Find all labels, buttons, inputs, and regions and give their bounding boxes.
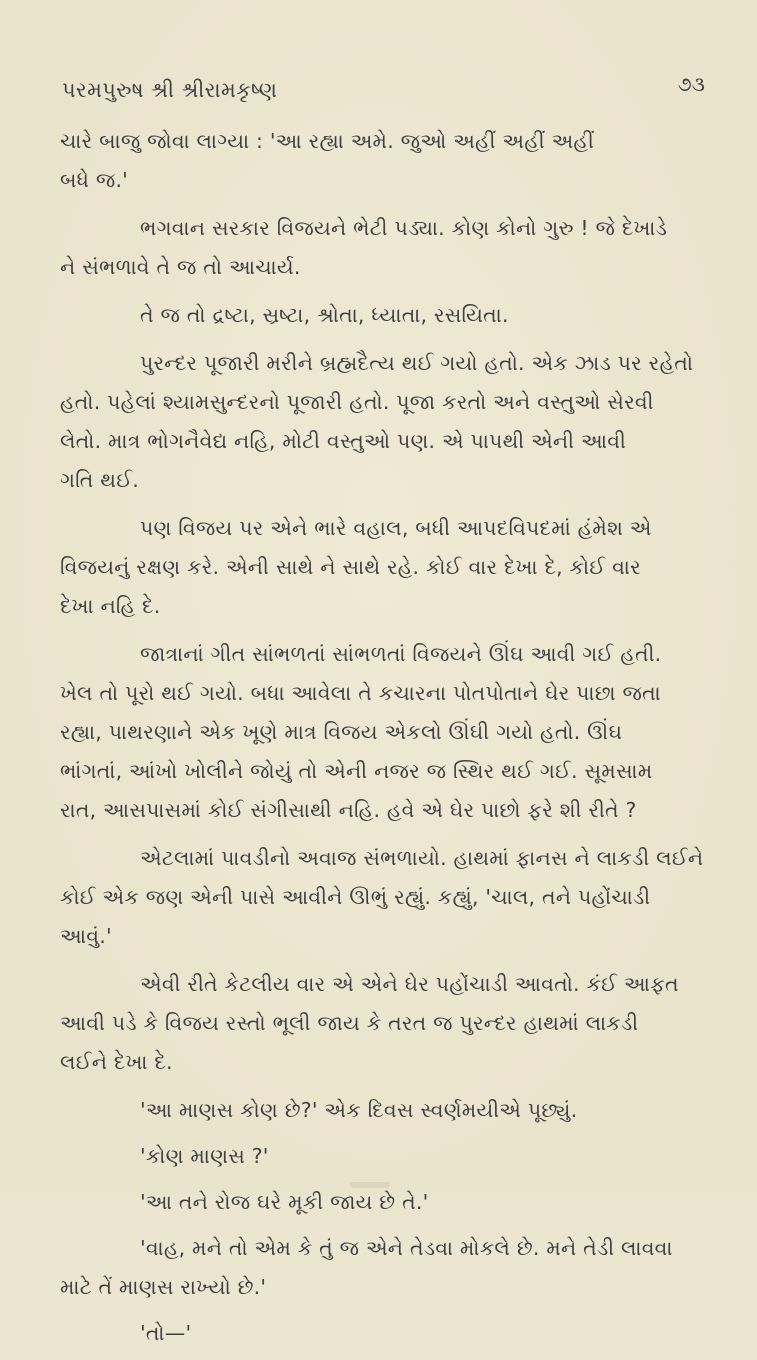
dialogue-line bbox=[60, 1091, 695, 1130]
text-line: ખેલ તો પૂરો થઈ ગયો. બધા આવેલા તે કચારના પોતપોતાને ઘેર પાછા જતા bbox=[60, 681, 661, 705]
paragraph bbox=[60, 839, 704, 956]
text-line: આવી પડે કે વિજય રસ્તો ભૂલી જાય કે તરત જ પુરન્દર હાથમાં લાકડી bbox=[60, 1011, 639, 1035]
text-line: ચારે બાજુ જોવા લાગ્યા : 'આ રહ્યા અમે. જુઓ અહીં અહીં અહીં bbox=[60, 129, 595, 153]
dialogue-line bbox=[60, 1183, 695, 1222]
paragraph bbox=[60, 635, 695, 830]
text-line: વિજયનું રક્ષણ કરે. એની સાથે ને સાથે રહે. કોઈ વાર દેખા દે, કોઈ વાર bbox=[60, 555, 641, 579]
paragraph bbox=[60, 296, 695, 335]
text-line: એટલામાં પાવડીનો અવાજ સંભળાયો. હાથમાં ફાનસ ને લાકડી લઈને bbox=[140, 846, 704, 870]
text-line: જાત્રાનાં ગીત સાંભળતાં સાંભળતાં વિજયને ઊંઘ આવી ગઈ હતી. bbox=[140, 642, 662, 666]
text-line: બધે જ.' bbox=[60, 168, 129, 192]
text-line: લઈને દેખા દે. bbox=[60, 1050, 173, 1074]
running-head: પરમપુરુષ શ્રી શ્રીરામકૃષ્ણ bbox=[62, 78, 278, 102]
dialogue-line bbox=[60, 1314, 695, 1353]
paragraph bbox=[60, 122, 695, 200]
text-line: ગતિ થઈ. bbox=[60, 468, 139, 492]
text-line: 'આ માણસ કોણ છે?' એક દિવસ સ્વર્ણમયીએ પૂછ્યું. bbox=[140, 1098, 578, 1122]
dialogue-line bbox=[60, 1137, 695, 1176]
dialogue-line bbox=[60, 1229, 695, 1307]
text-line: 'આ તને રોજ ઘરે મૂકી જાય છે તે.' bbox=[140, 1190, 429, 1214]
page-header bbox=[62, 72, 705, 118]
paper-smudge bbox=[350, 1182, 390, 1188]
text-line: દેખા નહિ દે. bbox=[60, 594, 161, 618]
paragraph bbox=[60, 509, 695, 626]
text-line: તે જ તો દ્રષ્ટા, સ્રષ્ટા, શ્રોતા, ધ્યાતા, રસયિતા. bbox=[140, 303, 509, 327]
text-line: હતો. પહેલાં શ્યામસુન્દરનો પૂજારી હતો. પૂજા કરતો અને વસ્તુઓ સેરવી bbox=[60, 390, 654, 414]
text-line: ભગવાન સરકાર વિજયને ભેટી પડ્યા. કોણ કોનો ગુરુ ! જે દેખાડે bbox=[140, 216, 668, 240]
paragraph bbox=[60, 965, 695, 1082]
text-line: 'તો—' bbox=[140, 1321, 192, 1345]
text-line: ને સંભળાવે તે જ તો આચાર્ય. bbox=[60, 255, 301, 279]
text-line: 'વાહ, મને તો એમ કે તું જ એને તેડવા મોકલે છે. મને તેડી લાવવા bbox=[140, 1236, 673, 1260]
page-number: ૭૩ bbox=[677, 72, 705, 96]
text-line: પણ વિજય પર એને ભારે વહાલ, બધી આપદવિપદમાં હંમેશ એ bbox=[140, 516, 652, 540]
text-line: ભાંગતાં, આંખો ખોલીને જોયું તો એની નજર જ સ્થિર થઈ ગઈ. સૂમસામ bbox=[60, 759, 653, 783]
body-text bbox=[60, 122, 704, 1360]
text-line: કોઈ એક જણ એની પાસે આવીને ઊભું રહ્યું. કહ્યું, 'ચાલ, તને પહોંચાડી bbox=[60, 885, 651, 909]
text-line: આવું.' bbox=[60, 924, 112, 948]
text-line: 'કોણ માણસ ?' bbox=[140, 1144, 269, 1168]
text-line: એવી રીતે કેટલીય વાર એ એને ઘેર પહોંચાડી આવતો. કંઈ આફત bbox=[140, 972, 679, 996]
text-line: લેતો. માત્ર ભોગનૈવેદ્ય નહિ, મોટી વસ્તુઓ પણ. એ પાપથી એની આવી bbox=[60, 429, 627, 453]
text-line: રહ્યા, પાથરણાને એક ખૂણે માત્ર વિજય એકલો ઊંઘી ગયો હતો. ઊંઘ bbox=[60, 720, 623, 744]
paragraph bbox=[60, 209, 695, 287]
text-line: પુરન્દર પૂજારી મરીને બ્રહ્મદૈત્ય થઈ ગયો હતો. એક ઝાડ પર રહેતો bbox=[140, 351, 694, 375]
text-line: માટે તેં માણસ રાખ્યો છે.' bbox=[60, 1275, 267, 1299]
text-line: રાત, આસપાસમાં કોઈ સંગીસાથી નહિ. હવે એ ઘેર પાછો ફરે શી રીતે ? bbox=[60, 798, 637, 822]
paragraph bbox=[60, 344, 695, 500]
